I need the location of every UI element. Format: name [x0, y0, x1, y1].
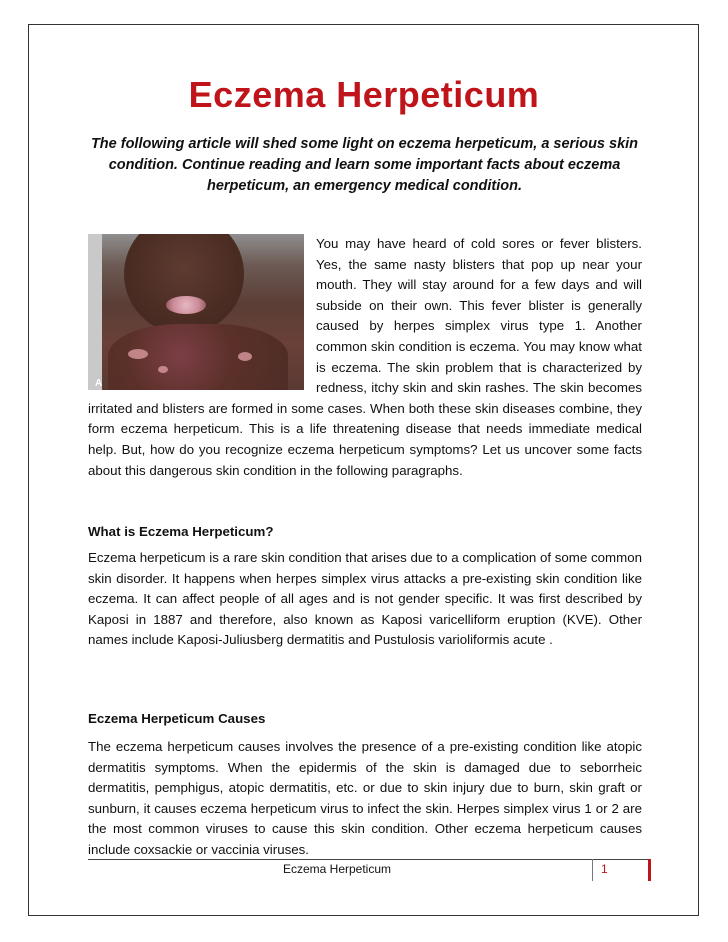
main-paragraph: You may have heard of cold sores or fever blisters. Yes, the same nasty blisters that pop up near your mouth. They will stay around for a few days and will subside on their own. This fever blister is generally caused by herpes simplex virus type 1. Another common skin condition is eczema. You may know what is eczema. The skin problem that is characterized by redness, itchy skin and skin rashes. The skin becomes irritated and blisters are formed in some cases. When both these skin diseases combine, they form eczema herpeticum. This is a life threatening disease that needs immediate medical help. But, how do you recognize eczema herpeticum symptoms? Let us uncover some facts about this dangerous skin condition in the following paragraphs. [88, 236, 642, 478]
section-heading-what-is: What is Eczema Herpeticum? [88, 524, 274, 539]
section-body-what-is: Eczema herpeticum is a rare skin condition that arises due to a complication of some common skin disorder. It happens when herpes simplex virus attacks a pre-existing skin condition like eczema. It can affect people of all ages and is not gender specific. It was first described by Kaposi in 1887 and therefore, also known as Kaposi varicelliform eruption (KVE). Other names include Kaposi-Juliusberg dermatitis and Pustulosis varioliformis acute . [88, 550, 642, 648]
main-content [88, 234, 642, 481]
footer-rule [88, 859, 651, 860]
page-number: 1 [601, 862, 608, 876]
photo-lips [166, 296, 206, 314]
photo-label: A [95, 378, 103, 389]
photo-background-wall [88, 234, 102, 390]
photo-lesion [238, 352, 252, 361]
section-heading-causes: Eczema Herpeticum Causes [88, 711, 266, 726]
section-body-causes: The eczema herpeticum causes involves the presence of a pre-existing condition like atopic dermatitis symptoms. When the epidermis of the skin is damaged due to seborrheic dermatitis, pemphigus, atopic dermatitis, etc. or due to skin injury due to burn, skin graft or sunburn, it causes eczema herpeticum virus to infect the skin. Herpes simplex virus 1 or 2 are the most common viruses to cause this skin condition. Other eczema herpeticum causes include coxsackie or vaccinia viruses. [88, 739, 642, 857]
photo-face [124, 234, 244, 334]
photo-lesion [128, 349, 148, 359]
footer-title: Eczema Herpeticum [282, 862, 392, 876]
photo-lesion [158, 366, 168, 373]
eczema-photo [88, 234, 304, 390]
intro-text: The following article will shed some light on eczema herpeticum, a serious skin condition. Continue reading and learn some important facts about eczema herpeticum, an emergency medical condition. [90, 136, 639, 194]
document-title: Eczema Herpeticum [188, 74, 540, 115]
